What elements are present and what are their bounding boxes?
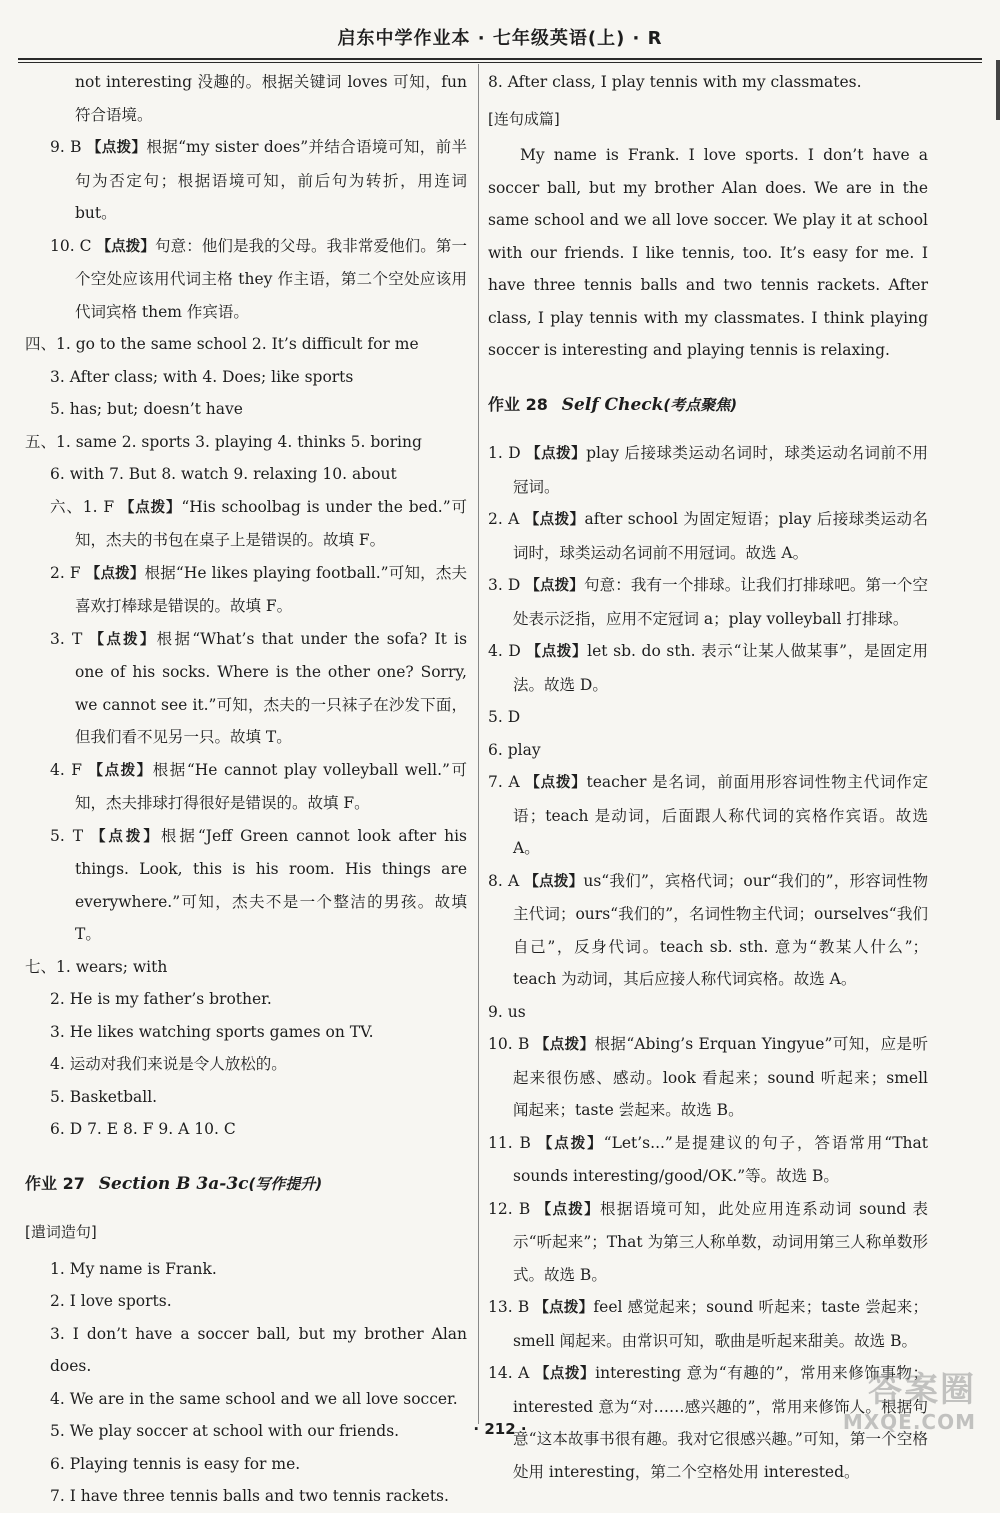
hint-marker: 【点拨】	[524, 512, 585, 528]
answer-item: 3. After class; with 4. Does; like sports	[50, 367, 354, 386]
answer-item: 13. B 【点拨】feel 感觉起来；sound 听起来；taste 尝起来；smell 闻起来。由常识可知，歌曲是听起来甜美。故选 B。	[488, 1298, 929, 1350]
hint-marker: 【点拨】	[526, 644, 588, 660]
subsection-label: [连句成篇]	[488, 109, 560, 128]
hint-marker: 【点拨】	[88, 762, 153, 779]
hint-marker: 【点拨】	[96, 238, 155, 255]
watermark-logo	[806, 1362, 986, 1442]
answer-item: 七、1. wears; with	[25, 957, 168, 976]
answer-item: 四、1. go to the same school 2. It’s difficult for me	[25, 335, 419, 353]
section-title: Self Check	[561, 394, 664, 415]
answer-item: 4. D 【点拨】let sb. do sth. 表示“让某人做某事”，是固定用法。故选 D。	[488, 642, 928, 694]
answer-item: 6. play	[488, 740, 541, 759]
hint-marker: 【点拨】	[90, 828, 161, 845]
hint-marker: 【点拨】	[85, 565, 145, 582]
watermark-logo-text: 答案圈	[868, 1370, 976, 1410]
section-title: Section B 3a-3c	[98, 1173, 249, 1194]
sentence-list	[25, 1253, 467, 1513]
answer-item: 4. F 【点拨】根据“He cannot play volleyball well.”可知，杰夫排球打得很好是错误的。故填 F。	[50, 760, 467, 812]
hint-marker: 【点拨】	[534, 1300, 594, 1316]
answer-item: 7. I have three tennis balls and two tennis rackets.	[50, 1487, 449, 1505]
section-number: 作业 27	[25, 1173, 85, 1193]
answer-item: 4. We are in the same school and we all love soccer.	[50, 1389, 458, 1408]
hint-marker: 【点拨】	[534, 1366, 596, 1382]
hint-marker: 【点拨】	[536, 1201, 601, 1218]
answer-item: 10. C 【点拨】句意：他们是我的父母。我非常爱他们。第一个空处应该用代词主格 they 作主语，第二个空处应该用代词宾格 them 作宾语。	[50, 236, 467, 321]
left-column	[25, 66, 467, 1513]
section-heading-27	[25, 1168, 467, 1201]
answer-item: 6. with 7. But 8. watch 9. relaxing 10. about	[50, 465, 397, 483]
header-rule	[18, 58, 982, 60]
hint-marker: 【点拨】	[534, 1037, 595, 1053]
answer-item: 3. T 【点拨】根据“What’s that under the sofa? It is one of his socks. Where is the other one? Sorry, we cannot see it.”可知，杰夫的一只袜子在沙发下面，但我们看不见另一只。故填 T。	[50, 629, 468, 746]
answer-item: 1. My name is Frank.	[50, 1259, 217, 1278]
answer-item: 3. He likes watching sports games on TV.	[50, 1022, 374, 1041]
hint-marker: 【点拨】	[89, 631, 157, 648]
subsection-label: [遣词造句]	[25, 1223, 97, 1241]
sentence-item: 8. After class, I play tennis with my classmates.	[488, 73, 862, 91]
right-column	[488, 66, 928, 1488]
answer-item: 11. B 【点拨】“Let’s...”是提建议的句子，答语常用“That sounds interesting/good/OK.”等。故选 B。	[488, 1133, 928, 1185]
right-answer-list	[488, 437, 928, 1488]
watermark-url: MXQE.COM	[842, 1410, 976, 1434]
edge-tab-marker	[996, 60, 1000, 120]
answer-item: 3. I don’t have a soccer ball, but my brother Alan does.	[50, 1324, 467, 1375]
answer-item: 5. D	[488, 708, 521, 726]
hint-marker: 【点拨】	[526, 446, 587, 462]
answer-item: 7. A 【点拨】teacher 是名词，前面用形容词性物主代词作定语；teach 是动词，后面跟人称代词的宾格作宾语。故选 A。	[488, 773, 928, 857]
answer-item: 2. I love sports.	[50, 1292, 172, 1310]
answer-item: not interesting 没趣的。根据关键词 loves 可知，fun 符合语境。	[75, 73, 467, 124]
answer-item: 8. A 【点拨】us“我们”，宾格代词；our“我们的”，形容词性物主代词；ours“我们的”，名词性物主代词；ourselves“我们自己”，反身代词。teach sb. sth. 意为“教某人什么”；teach 为动词，其后应接人称代词宾格。故选 A。	[488, 871, 929, 988]
answer-item: 五、1. same 2. sports 3. playing 4. thinks 5. boring	[25, 432, 422, 451]
answer-item: 9. us	[488, 1002, 526, 1021]
answer-item: 1. D 【点拨】play 后接球类运动名词时，球类运动名词前不用冠词。	[488, 444, 929, 496]
answer-item: 2. F 【点拨】根据“He likes playing football.”可知，杰夫喜欢打棒球是错误的。故填 F。	[50, 563, 468, 615]
hint-marker: 【点拨】	[119, 499, 182, 516]
answer-item: 12. B 【点拨】根据语境可知，此处应用连系动词 sound 表示“听起来”；That 为第三人称单数，动词用第三人称单数形式。故选 B。	[488, 1199, 929, 1284]
answer-item: 9. B 【点拨】根据“my sister does”并结合语境可知，前半句为否定句；根据语境可知，前后句为转折，用连词 but。	[50, 138, 467, 222]
page-header	[0, 0, 1000, 60]
hint-marker: 【点拨】	[525, 775, 587, 791]
page-number: · 212 ·	[473, 1420, 527, 1438]
header-title: 启东中学作业本 · 七年级英语(上) · R	[337, 28, 663, 49]
answer-item: 5. Basketball.	[50, 1087, 158, 1106]
section-heading-28	[488, 389, 928, 422]
answer-item: 4. 运动对我们来说是令人放松的。	[50, 1055, 287, 1073]
answer-item: 6. Playing tennis is easy for me.	[50, 1454, 301, 1473]
column-divider	[478, 64, 479, 1424]
hint-marker: 【点拨】	[524, 873, 584, 890]
answer-item: 5. has; but; doesn’t have	[50, 400, 243, 418]
answer-item: 5. T 【点拨】根据“Jeff Green cannot look after his things. Look, this is his room. His things are everywhere.”可知，杰夫不是一个整洁的男孩。故填 T。	[50, 826, 467, 943]
section-tag: (写作提升)	[248, 1174, 323, 1193]
section-number: 作业 28	[488, 394, 548, 414]
section-tag: (考点聚焦)	[663, 395, 738, 414]
answer-item: 六、1. F 【点拨】“His schoolbag is under the bed.”可知，杰夫的书包在桌子上是错误的。故填 F。	[50, 497, 467, 549]
answer-item: 3. D 【点拨】句意：我有一个排球。让我们打排球吧。第一个空处表示泛指，应用不定冠词 a；play volleyball 打排球。	[488, 576, 928, 628]
hint-marker: 【点拨】	[537, 1135, 604, 1152]
left-answer-list	[25, 66, 467, 1146]
answer-item: 2. He is my father’s brother.	[50, 990, 272, 1008]
header-rule-thin	[18, 62, 982, 63]
answer-item: 6. D 7. E 8. F 9. A 10. C	[50, 1120, 236, 1138]
answer-item: 2. A 【点拨】after school 为固定短语；play 后接球类运动名词时，球类运动名词前不用冠词。故选 A。	[488, 510, 928, 562]
essay-paragraph: My name is Frank. I love sports. I don’t have a soccer ball, but my brother Alan does. We are in the same school and we all love soccer. We play it at school with our friends. I like tennis, too. It’s easy for me. I have three tennis balls and two tennis rackets. After class, I play tennis with my classmates. I think playing soccer is interesting and playing tennis is relaxing.	[488, 146, 928, 359]
answer-item: 5. We play soccer at school with our friends.	[50, 1422, 400, 1440]
hint-marker: 【点拨】	[86, 140, 147, 156]
answer-item: 14. A 【点拨】interesting 意为“有趣的”，常用来修饰事物；interested 意为“对……感兴趣的”，常用来修饰人。根据句意“这本故事书很有趣。我对它很感兴趣。”可知，第一个空格处用 interesting，第二个空格处用 interested。	[488, 1364, 928, 1481]
answer-item: 10. B 【点拨】根据“Abing’s Erquan Yingyue”可知，应是听起来很伤感、感动。look 看起来；sound 听起来；smell 闻起来；taste 尝起来。故选 B。	[488, 1035, 928, 1119]
hint-marker: 【点拨】	[525, 578, 584, 594]
